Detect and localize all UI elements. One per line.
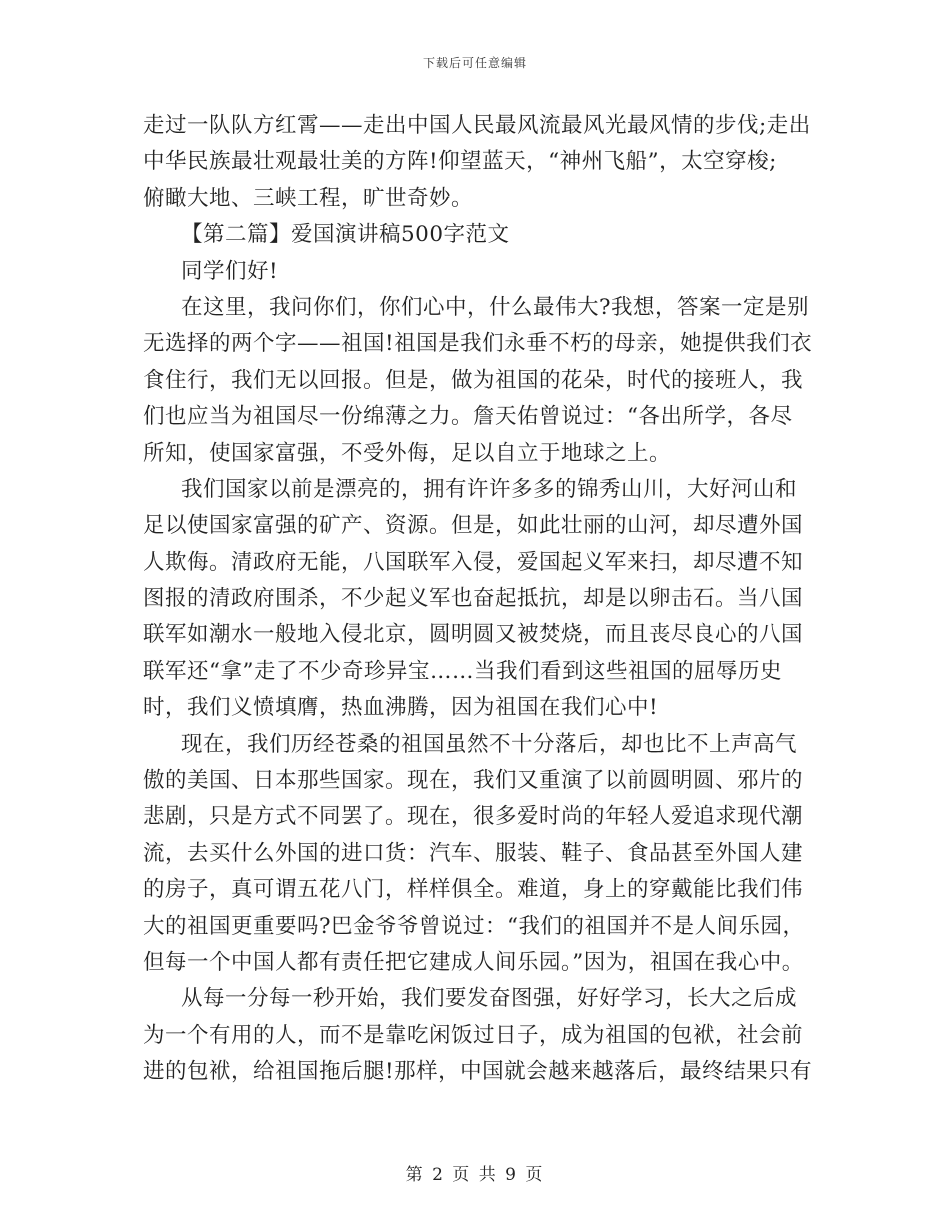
text-line: 大的祖国更重要吗?巴金爷爷曾说过：“我们的祖国并不是人间乐园， — [143, 913, 805, 939]
page-number-footer: 第 2 页 共 9 页 — [405, 1165, 545, 1185]
text-line: 流，去买什么外国的进口货：汽车、服装、鞋子、食品甚至外国人建 — [143, 840, 804, 866]
text-line: 走过一队队方红霄——走出中国人民最风流最风光最风情的步伐;走出 — [143, 113, 811, 138]
section-heading: 【第二篇】爱国演讲稿500字范文 — [181, 222, 510, 248]
paragraph-start: 我们国家以前是漂亮的，拥有许许多多的锦秀山川，大好河山和 — [181, 476, 798, 502]
text-line: 所知，使国家富强，不受外侮，足以自立于地球之上。 — [143, 440, 672, 466]
text-line: 无选择的两个字——祖国!祖国是我们永垂不朽的母亲，她提供我们衣 — [143, 331, 813, 357]
text-line: 联军如潮水一般地入侵北京，圆明圆又被焚烧，而且丧尽良心的八国 — [143, 622, 804, 648]
text-line: 但每一个中国人都有责任把它建成人间乐园。”因为，祖国在我心中。 — [143, 949, 804, 975]
text-line: 进的包袱，给祖国拖后腿!那样，中国就会越来越落后，最终结果只有 — [143, 1059, 813, 1085]
paragraph-start: 现在，我们历经苍桑的祖国虽然不十分落后，却也比不上声高气 — [181, 731, 798, 757]
text-line: 足以使国家富强的矿产、资源。但是，如此壮丽的山河，却尽遭外国 — [143, 513, 804, 539]
text-line: 中华民族最壮观最壮美的方阵!仰望蓝天，“神州飞船”，太空穿梭; — [143, 149, 777, 175]
greeting-line: 同学们好! — [181, 258, 279, 284]
paragraph-start: 从每一分每一秒开始，我们要发奋图强，好好学习，长大之后成 — [181, 986, 798, 1012]
text-line: 人欺侮。清政府无能，八国联军入侵，爱国起义军来扫，却尽遭不知 — [143, 549, 804, 575]
text-line: 时，我们义愤填膺，热血沸腾，因为祖国在我们心中! — [143, 695, 659, 721]
text-line: 悲剧，只是方式不同罢了。现在，很多爱时尚的年轻人爱追求现代潮 — [143, 804, 804, 830]
text-line: 俯瞰大地、三峡工程，旷世奇妙。 — [143, 185, 474, 211]
paragraph-start: 在这里，我问你们，你们心中，什么最伟大?我想，答案一定是别 — [181, 294, 810, 320]
text-line: 傲的美国、日本那些国家。现在，我们又重演了以前圆明圆、邪片的 — [143, 768, 804, 794]
text-line: 的房子，真可谓五花八门，样样俱全。难道，身上的穿戴能比我们伟 — [143, 877, 804, 903]
page-header-note: 下载后可任意编辑 — [422, 56, 527, 70]
article-body — [143, 108, 811, 1091]
text-line: 为一个有用的人，而不是靠吃闲饭过日子，成为祖国的包袱，社会前 — [143, 1022, 804, 1048]
text-line: 食住行，我们无以回报。但是，做为祖国的花朵，时代的接班人，我 — [143, 367, 804, 393]
text-line: 联军还“拿”走了不少奇珍异宝……当我们看到这些祖国的屈辱历史 — [143, 658, 782, 684]
text-line: 们也应当为祖国尽一份绵薄之力。詹天佑曾说过：“各出所学，各尽 — [143, 404, 793, 430]
text-line: 图报的清政府围杀，不少起义军也奋起抵抗，却是以卵击石。当八国 — [143, 586, 804, 612]
